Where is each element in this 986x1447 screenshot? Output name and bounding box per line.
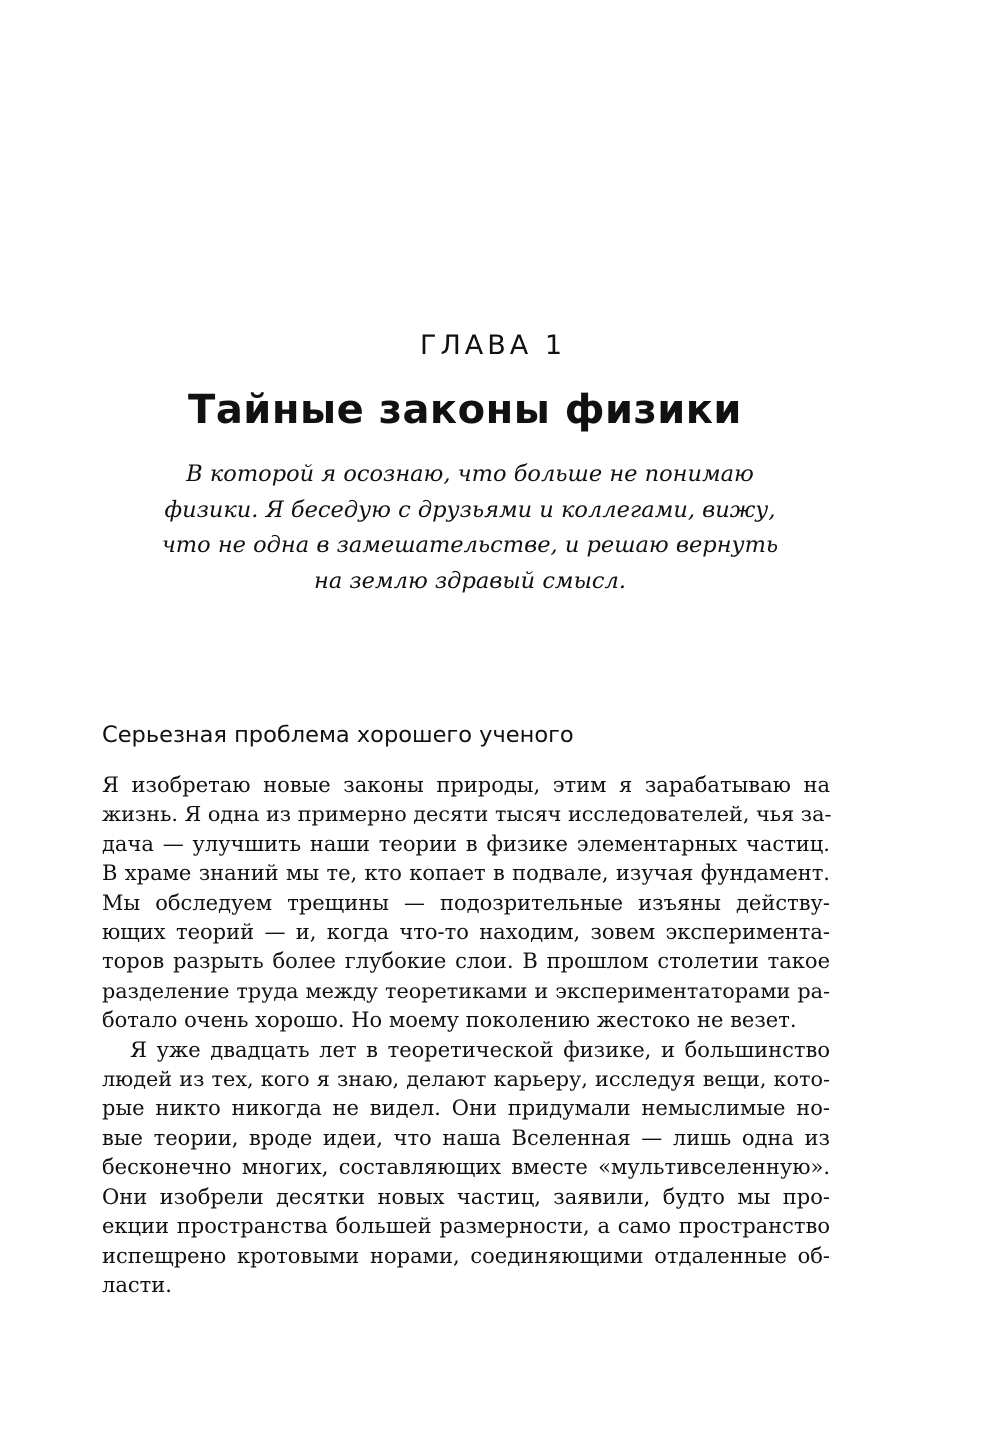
text-line: Я изобретаю новые законы природы, этим я зарабатываю на	[102, 773, 830, 797]
section-heading: Серьезная проблема хорошего ученого	[102, 722, 574, 748]
text-line: жизнь. Я одна из примерно десяти тысяч исследователей, чья за-	[102, 802, 832, 827]
text-line: людей из тех, кого я знаю, делают карьеру, исследуя вещи, кото-	[102, 1067, 830, 1092]
body-text	[102, 771, 830, 1300]
text-line: испещрено кротовыми норами, соединяющими отдаленные об-	[102, 1243, 830, 1268]
epigraph-line: В которой я осознаю, что больше не понимаю	[186, 461, 754, 487]
text-line: В храме знаний мы те, кто копает в подвале, изучая фундамент.	[102, 861, 830, 886]
text-line: вые теории, вроде идеи, что наша Вселенная — лишь одна из	[102, 1125, 830, 1150]
paragraph-1	[102, 771, 830, 1036]
chapter-label: ГЛАВА 1	[420, 330, 566, 361]
text-line: ботало очень хорошо. Но моему поколению жестоко не везет.	[102, 1008, 797, 1033]
text-line: Мы обследуем трещины — подозрительные изъяны действу-	[102, 890, 830, 915]
epigraph-line: на землю здравый смысл.	[314, 567, 626, 594]
text-line: Они изобрели десятки новых частиц, заявили, будто мы про-	[102, 1184, 830, 1209]
epigraph-line: физики. Я беседую с друзьями и коллегами, вижу,	[164, 496, 776, 523]
chapter-epigraph	[140, 457, 800, 599]
text-line: екции пространства большей размерности, а само пространство	[102, 1214, 830, 1239]
text-line: рые никто никогда не видел. Они придумали немыслимые но-	[102, 1096, 830, 1121]
text-line: Я уже двадцать лет в теоретической физике, и большинство	[130, 1037, 830, 1062]
paragraph-2	[102, 1036, 830, 1301]
chapter-title: Тайные законы физики	[188, 387, 742, 433]
text-line: бесконечно многих, составляющих вместе «мультивселенную».	[102, 1155, 830, 1180]
text-line: дача — улучшить наши теории в физике элементарных частиц.	[102, 831, 830, 856]
text-line: разделение труда между теоретиками и экспериментаторами ра-	[102, 978, 830, 1003]
text-line: торов разрыть более глубокие слои. В прошлом столетии такое	[102, 949, 830, 974]
epigraph-line: что не одна в замешательстве, и решаю вернуть	[161, 532, 779, 558]
text-line: ласти.	[102, 1272, 172, 1297]
text-line: ющих теорий — и, когда что-то находим, зовем эксперимента-	[102, 920, 830, 945]
